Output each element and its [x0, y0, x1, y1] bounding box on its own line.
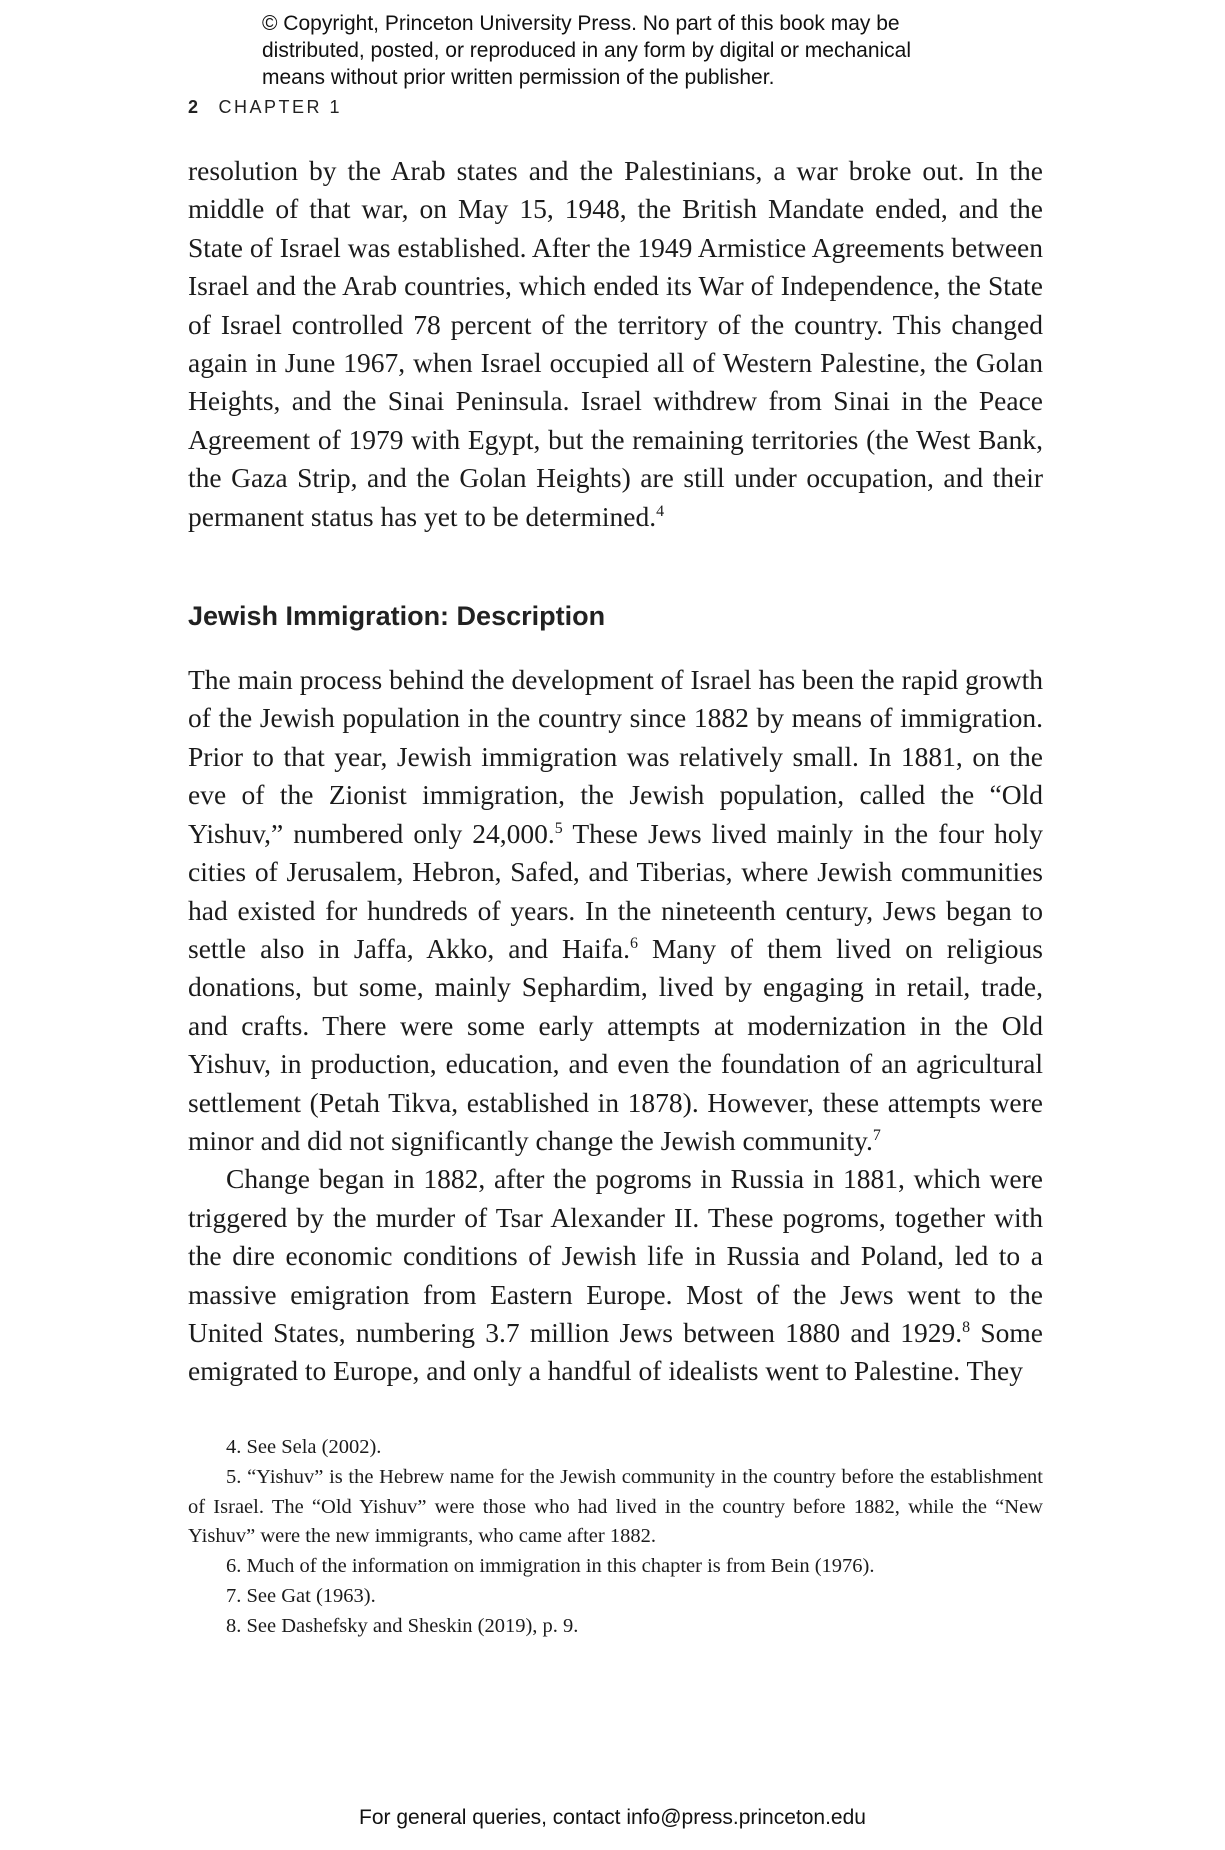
- paragraph-text: Some emigrated to Europe, and only a handful of idealists went to Palestine. They: [188, 1316, 1043, 1387]
- chapter-label: CHAPTER 1: [218, 97, 343, 117]
- footnote-ref: 7: [872, 1127, 881, 1145]
- footnote-ref: 6: [629, 935, 638, 953]
- footnote: 6. Much of the information on immigration in this chapter is from Bein (1976).: [226, 1555, 875, 1578]
- main-text: [188, 152, 1043, 1391]
- body-paragraph: [188, 661, 1043, 1160]
- section-heading: Jewish Immigration: Description: [188, 601, 606, 632]
- footer-contact: For general queries, contact info@press.princeton.edu: [359, 1806, 866, 1829]
- footnote: 8. See Dashefsky and Sheskin (2019), p. 9.: [226, 1614, 579, 1637]
- footnotes: [188, 1433, 1043, 1642]
- paragraph-text: Change began in 1882, after the pogroms in Russia in 1881, which were triggered by the murder of Tsar Alexander II. These pogroms, together with the dire economic conditions of Jewish life in Russia and Poland, led to a massive emigration from Eastern Europe. Most of the Jews went to the United States, numbering 3.7 million Jews between 1880 and 1929.: [188, 1163, 1043, 1348]
- copyright-line: means without prior written permission of the publisher.: [262, 66, 775, 89]
- body-paragraph: [188, 1160, 1043, 1390]
- page-number: 2: [188, 97, 201, 117]
- copyright-line: © Copyright, Princeton University Press. No part of this book may be: [262, 12, 900, 35]
- running-head: [188, 97, 342, 118]
- footnote: 5. “Yishuv” is the Hebrew name for the Jewish community in the country before the establishment of Israel. The “Old Yishuv” were those who had lived in the country before 1882, while the “New Yishuv” were the new immigrants, who came after 1882.: [188, 1465, 1043, 1548]
- body-paragraph: [188, 152, 1043, 536]
- paragraph-text: Many of them lived on religious donations, but some, mainly Sephardim, lived by engaging in retail, trade, and crafts. There were some early attempts at modernization in the Old Yishuv, in production, education, and even the foundation of an agricultural settlement (Petah Tikva, established in 1878). However, these attempts were minor and did not significantly change the Jewish community.: [188, 932, 1043, 1156]
- paragraph-text: The main process behind the development of Israel has been the rapid growth of the Jewish population in the country since 1882 by means of immigration. Prior to that year, Jewish immigration was relatively small. In 1881, on the eve of the Zionist immigration, the Jewish population, called the “Old Yishuv,” numbered only 24,000.: [188, 664, 1043, 849]
- footnote: 7. See Gat (1963).: [226, 1584, 376, 1607]
- paragraph-text: resolution by the Arab states and the Palestinians, a war broke out. In the middle of that war, on May 15, 1948, the British Mandate ended, and the State of Israel was established. After the 1949 Armistice Agreements between Israel and the Arab countries, which ended its War of Independence, the State of Israel controlled 78 percent of the territory of the country. This changed again in June 1967, when Israel occupied all of Western Palestine, the Golan Heights, and the Sinai Peninsula. Israel withdrew from Sinai in the Peace Agreement of 1979 with Egypt, but the remaining territories (the West Bank, the Gaza Strip, and the Golan Heights) are still under occupation, and their permanent status has yet to be determined.: [188, 155, 1043, 532]
- footnote-ref: 8: [962, 1319, 971, 1337]
- paragraph-text: These Jews lived mainly in the four holy cities of Jerusalem, Hebron, Safed, and Tiberias, where Jewish communities had existed for hundreds of years. In the nineteenth century, Jews began to settle also in Jaffa, Akko, and Haifa.: [188, 817, 1043, 964]
- footnote: 4. See Sela (2002).: [226, 1436, 382, 1458]
- footnote-ref: 5: [554, 819, 563, 837]
- copyright-notice: [262, 10, 982, 91]
- copyright-line: distributed, posted, or reproduced in any form by digital or mechanical: [262, 39, 912, 62]
- footnote-ref: 4: [656, 502, 665, 520]
